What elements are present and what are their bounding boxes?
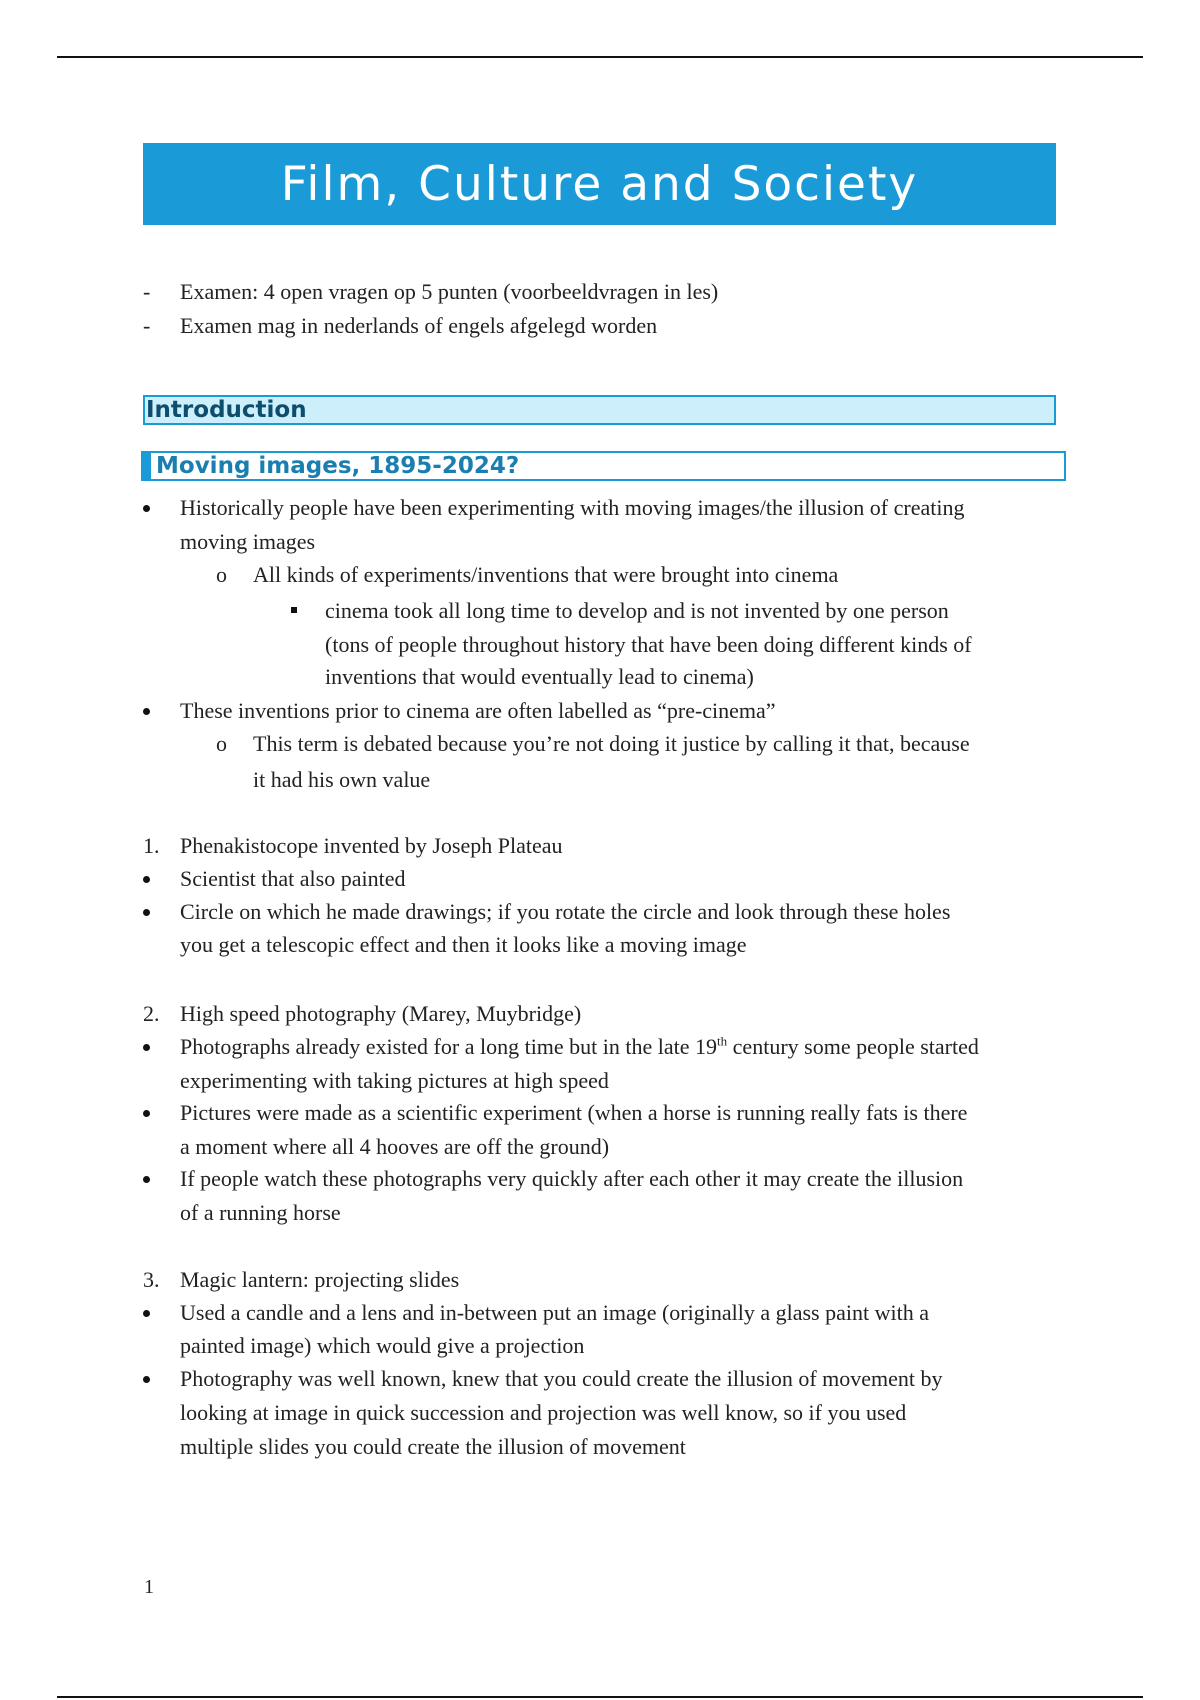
section-title: Magic lantern: projecting slides <box>180 1267 460 1292</box>
bullet-icon <box>143 505 150 512</box>
page-title: Film, Culture and Society <box>143 143 1056 225</box>
heading-introduction: Introduction <box>143 395 1056 425</box>
subsub-bullet-text: inventions that would eventually lead to cinema) <box>325 664 754 689</box>
bullet-text: moving images <box>180 529 316 554</box>
bullet-icon <box>143 708 150 715</box>
bullet-text: Used a candle and a lens and in-between put an image (originally a glass paint with a <box>180 1300 929 1325</box>
sub-bullet-text: All kinds of experiments/inventions that were brought into cinema <box>253 562 839 587</box>
bullet-icon <box>143 909 150 916</box>
list-number: 3. <box>143 1267 160 1292</box>
dash-marker: - <box>143 313 151 338</box>
bullet-icon <box>143 1376 150 1383</box>
sub-bullet-text: This term is debated because you’re not doing it justice by calling it that, because <box>253 731 970 756</box>
sub-bullet-text: it had his own value <box>253 767 431 792</box>
exam-note: Examen mag in nederlands of engels afgelegd worden <box>180 313 658 338</box>
header-rule <box>57 56 1143 58</box>
bullet-icon <box>143 876 150 883</box>
bullet-icon <box>143 1044 150 1051</box>
bullet-text: painted image) which would give a projection <box>180 1333 585 1358</box>
section-title: Phenakistocope invented by Joseph Plateau <box>180 833 563 858</box>
heading-moving-images: Moving images, 1895-2024? <box>141 451 1066 481</box>
bullet-text: Photography was well known, knew that you could create the illusion of movement by <box>180 1366 943 1391</box>
square-bullet-icon <box>291 607 297 613</box>
list-number: 2. <box>143 1001 160 1026</box>
footer-rule <box>57 1696 1143 1698</box>
bullet-text: experimenting with taking pictures at high speed <box>180 1068 609 1093</box>
sub-bullet-marker: o <box>216 562 227 587</box>
dash-marker: - <box>143 279 151 304</box>
bullet-text: Pictures were made as a scientific experiment (when a horse is running really fats is there <box>180 1100 968 1125</box>
subsub-bullet-text: cinema took all long time to develop and is not invented by one person <box>325 598 949 623</box>
sub-bullet-marker: o <box>216 731 227 756</box>
bullet-icon <box>143 1176 150 1183</box>
bullet-text: Historically people have been experimenting with moving images/the illusion of creating <box>180 495 965 520</box>
bullet-text: Circle on which he made drawings; if you rotate the circle and look through these holes <box>180 899 951 924</box>
subsub-bullet-text: (tons of people throughout history that have been doing different kinds of <box>325 632 972 657</box>
page-number: 1 <box>144 1576 154 1598</box>
bullet-text: If people watch these photographs very quickly after each other it may create the illusion <box>180 1166 964 1191</box>
bullet-text: Scientist that also painted <box>180 866 406 891</box>
section-title: High speed photography (Marey, Muybridge) <box>180 1001 582 1026</box>
bullet-text: multiple slides you could create the illusion of movement <box>180 1434 686 1459</box>
bullet-text: of a running horse <box>180 1200 341 1225</box>
list-number: 1. <box>143 833 160 858</box>
bullet-text: Photographs already existed for a long time but in the late 19th century some people started <box>180 1033 979 1059</box>
bullet-text: a moment where all 4 hooves are off the ground) <box>180 1134 610 1159</box>
bullet-text: you get a telescopic effect and then it looks like a moving image <box>180 932 747 957</box>
bullet-icon <box>143 1110 150 1117</box>
exam-note: Examen: 4 open vragen op 5 punten (voorbeeldvragen in les) <box>180 279 719 304</box>
bullet-icon <box>143 1310 150 1317</box>
bullet-text: looking at image in quick succession and projection was well know, so if you used <box>180 1400 907 1425</box>
bullet-text: These inventions prior to cinema are often labelled as “pre-cinema” <box>180 698 776 723</box>
